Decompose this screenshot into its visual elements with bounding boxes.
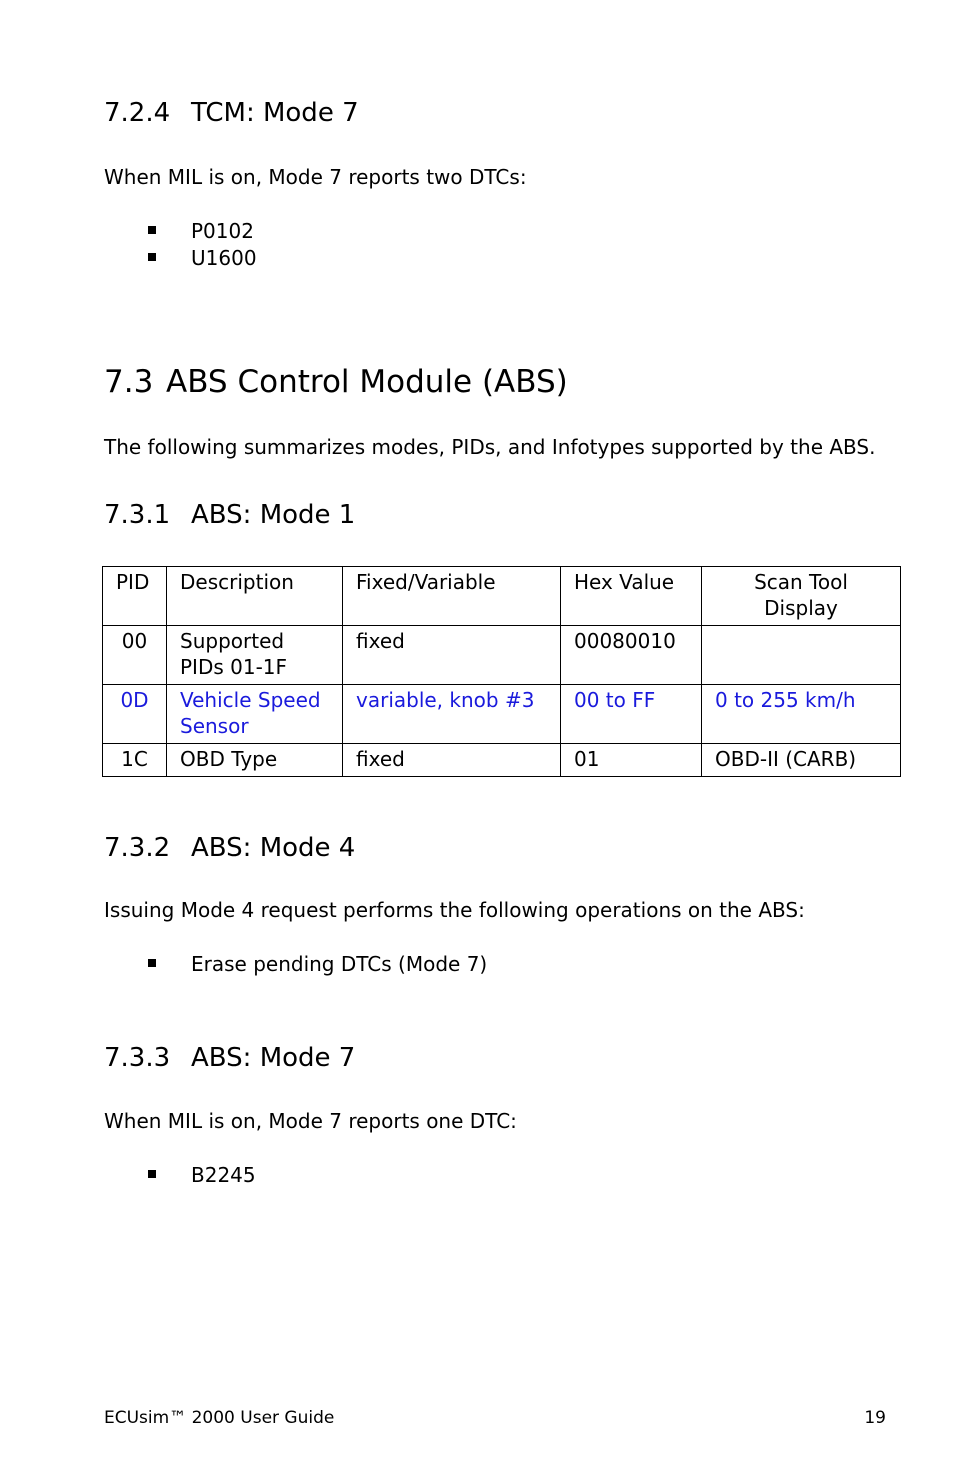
paragraph: Issuing Mode 4 request performs the following operations on the ABS: [104, 898, 805, 922]
section-title: ABS: Mode 1 [191, 500, 356, 530]
header-cell: Hex Value [561, 567, 702, 626]
bullet-icon [148, 1170, 156, 1178]
bullet-icon [148, 253, 156, 261]
table-row [103, 744, 901, 777]
paragraph: The following summarizes modes, PIDs, and Infotypes supported by the ABS. [104, 435, 876, 459]
paragraph: When MIL is on, Mode 7 reports two DTCs: [104, 165, 527, 189]
section-title: TCM: Mode 7 [191, 98, 359, 128]
section-title: ABS: Mode 4 [191, 833, 356, 863]
hex-value-cell: 00080010 [561, 626, 702, 685]
pid-cell: 00 [103, 626, 167, 685]
section-number: 7.3.1 [104, 500, 171, 530]
list-item: B2245 [191, 1163, 256, 1187]
pid-cell: 1C [103, 744, 167, 777]
description-cell [167, 685, 343, 744]
section-heading-7-3-1 [104, 500, 355, 530]
header-cell [702, 567, 901, 626]
list-item: Erase pending DTCs (Mode 7) [191, 952, 488, 976]
section-title: ABS Control Module (ABS) [166, 364, 568, 400]
section-number: 7.2.4 [104, 98, 171, 128]
section-heading-7-3 [104, 364, 568, 400]
header-cell: Fixed/Variable [343, 567, 561, 626]
header-line: Display [764, 596, 838, 620]
bullet-icon [148, 959, 156, 967]
description-cell: OBD Type [167, 744, 343, 777]
fixed-variable-cell: variable, knob #3 [343, 685, 561, 744]
description-line: Vehicle Speed [180, 688, 321, 712]
scan-tool-display-cell: 0 to 255 km/h [702, 685, 901, 744]
section-heading-7-3-2 [104, 833, 355, 863]
section-heading-7-2-4 [104, 98, 359, 128]
header-line: Scan Tool [754, 570, 848, 594]
list-item: U1600 [191, 246, 257, 270]
table-row [103, 626, 901, 685]
list-item: P0102 [191, 219, 254, 243]
description-cell [167, 626, 343, 685]
paragraph: When MIL is on, Mode 7 reports one DTC: [104, 1109, 517, 1133]
section-heading-7-3-3 [104, 1043, 355, 1073]
section-number: 7.3 [104, 364, 154, 400]
pid-cell: 0D [103, 685, 167, 744]
header-cell: PID [103, 567, 167, 626]
page-number: 19 [864, 1408, 886, 1428]
scan-tool-display-cell [702, 626, 901, 685]
footer-title: ECUsim™ 2000 User Guide [104, 1408, 335, 1428]
fixed-variable-cell: fixed [343, 626, 561, 685]
header-cell: Description [167, 567, 343, 626]
table-header-row [103, 567, 901, 626]
table-row-highlighted [103, 685, 901, 744]
abs-mode1-table [102, 566, 901, 777]
hex-value-cell: 00 to FF [561, 685, 702, 744]
section-number: 7.3.2 [104, 833, 171, 863]
description-line: PIDs 01-1F [180, 655, 288, 679]
hex-value-cell: 01 [561, 744, 702, 777]
description-line: Supported [180, 629, 285, 653]
section-title: ABS: Mode 7 [191, 1043, 356, 1073]
description-line: Sensor [180, 714, 249, 738]
section-number: 7.3.3 [104, 1043, 171, 1073]
fixed-variable-cell: fixed [343, 744, 561, 777]
scan-tool-display-cell: OBD-II (CARB) [702, 744, 901, 777]
bullet-icon [148, 226, 156, 234]
